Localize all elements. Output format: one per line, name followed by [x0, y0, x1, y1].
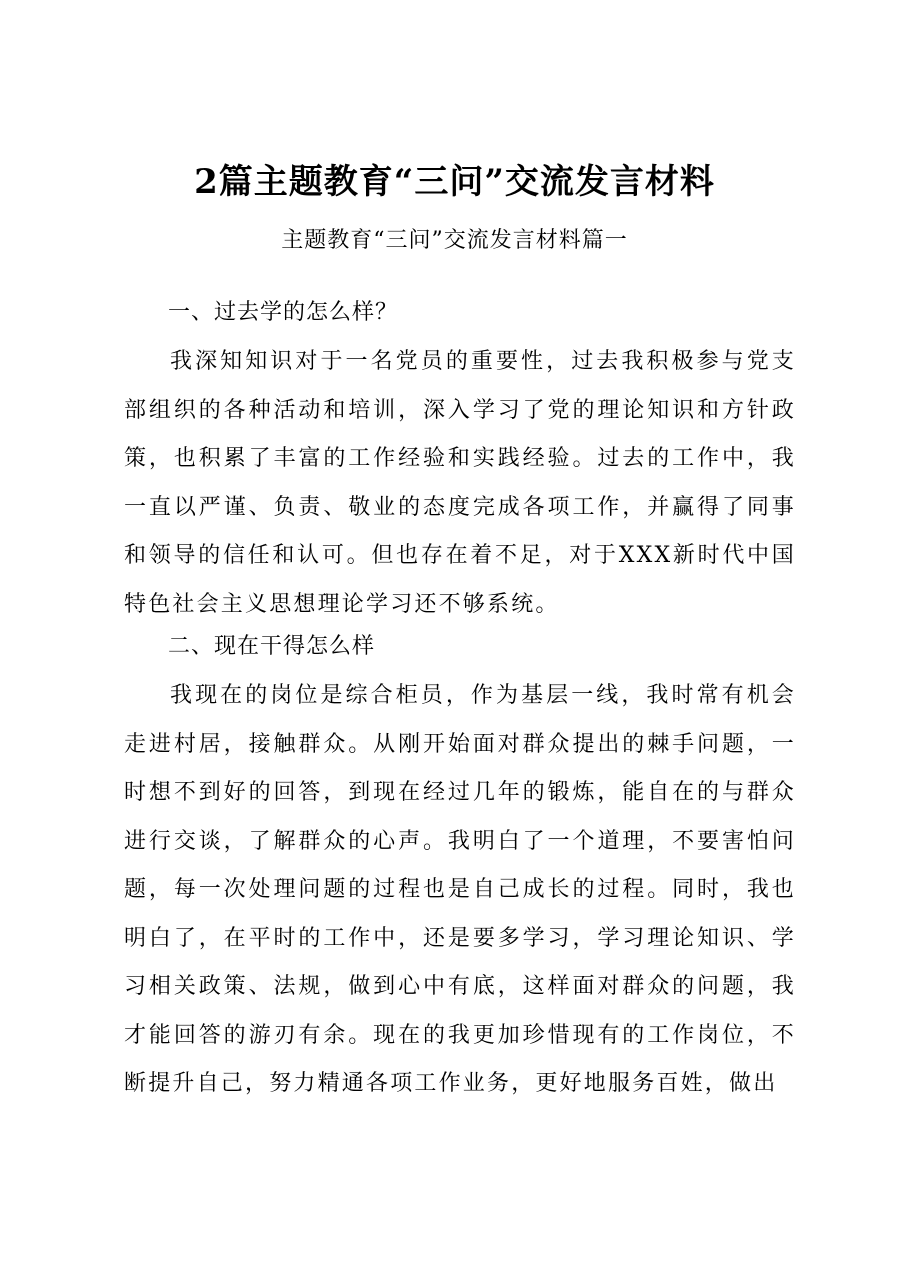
paragraph-past-study: 我深知知识对于一名党员的重要性，过去我积极参与党支部组织的各种活动和培训，深入学习了党的理论知识和方针政策，也积累了丰富的工作经验和实践经验。过去的工作中，我一直以严谨、负责、敬业的态度完成各项工作，并赢得了同事和领导的信任和认可。但也存在着不足，对于XXX新时代中国特色社会主义思想理论学习还不够系统。 [124, 349, 796, 617]
section-heading-current-work: 二、现在干得怎么样 [168, 634, 376, 659]
document-title: 2篇主题教育“三问”交流发言材料 [194, 162, 715, 202]
document-subtitle: 主题教育“三问”交流发言材料篇一 [281, 228, 628, 253]
paragraph-current-work: 我现在的岗位是综合柜员，作为基层一线，我时常有机会走进村居，接触群众。从刚开始面对群众提出的棘手问题，一时想不到好的回答，到现在经过几年的锻炼，能自在的与群众进行交谈，了解群众的心声。我明白了一个道理，不要害怕问题，每一次处理问题的过程也是自己成长的过程。同时，我也明白了，在平时的工作中，还是要多学习，学习理论知识、学习相关政策、法规，做到心中有底，这样面对群众的问题，我才能回答的游刃有余。现在的我更加珍惜现有的工作岗位，不断提升自己，努力精通各项工作业务，更好地服务百姓，做出 [124, 683, 796, 1096]
section-heading-past-study: 一、过去学的怎么样？ [168, 300, 399, 325]
